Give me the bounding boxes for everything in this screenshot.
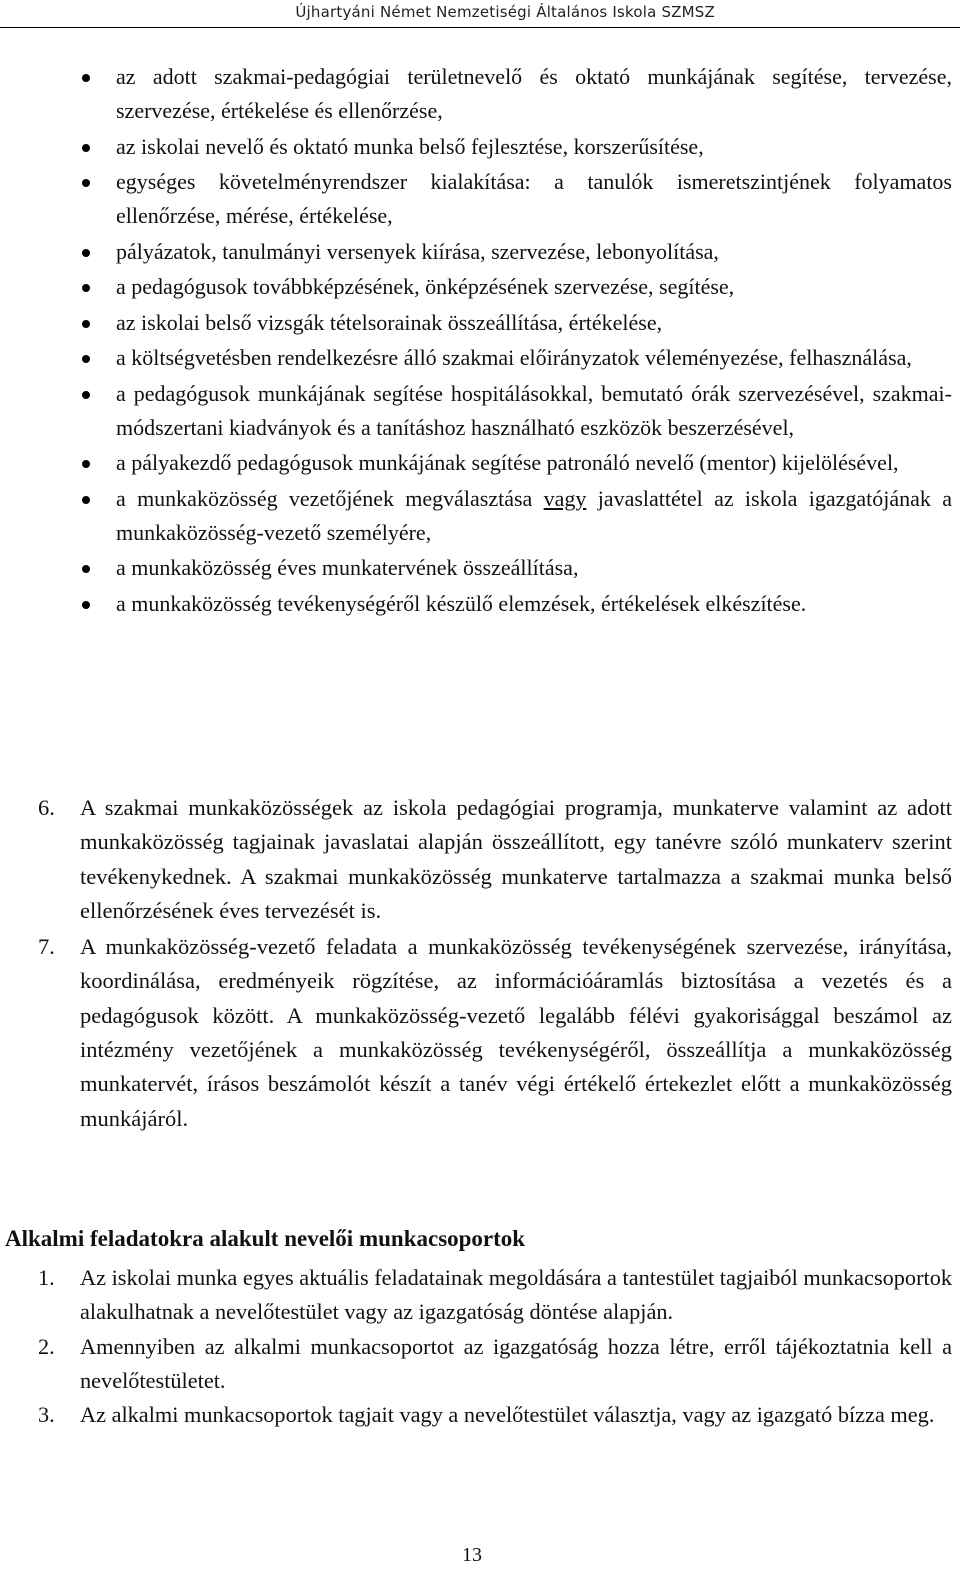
- bullet-icon: [82, 144, 90, 152]
- item-text: Az alkalmi munkacsoportok tagjait vagy a nevelőtestület választja, vagy az igazgató bízza meg.: [80, 1402, 935, 1428]
- header-divider: [0, 27, 960, 28]
- list-item: [116, 482, 952, 550]
- list-item-text: a pedagógusok munkájának segítése hospitálásokkal, bemutató órák szervezésével, szakmai-módszertani kiadványok és a tanításhoz használható eszközök beszerzésével,: [116, 380, 952, 440]
- list-item-text-end: javaslattétel az iskola igazgatójának a munkaközösség-vezető személyére,: [116, 485, 952, 545]
- bullet-icon: [82, 496, 90, 504]
- bullet-icon: [82, 284, 90, 292]
- numbered-item: [38, 791, 952, 928]
- bullet-icon: [82, 74, 90, 82]
- bullet-icon: [82, 460, 90, 468]
- item-text: A munkaközösség-vezető feladata a munkaközösség tevékenységének szervezése, irányítása, koordinálása, eredményeik rögzítése, az információáramlás biztosítása a vezetés és a pedagógusok között. A munkaközösség-vezető legalább félévi gyakorisággal beszámol az intézmény vezetőjének a munkaközösség tevékenységéről, összeállítja a munkaközösség munkatervét, írásos beszámolót készít a tanév végi értékelő értekezlet előtt a munkaközösség munkájáról.: [80, 934, 952, 1131]
- list-item: [116, 341, 952, 375]
- item-number: 6.: [38, 795, 55, 820]
- bullet-icon: [82, 355, 90, 363]
- bullet-icon: [82, 391, 90, 399]
- list-item-text: az adott szakmai-pedagógiai területnevelő és oktató munkájának segítése, tervezése, szervezése, értékelése és ellenőrzése,: [116, 64, 952, 123]
- bullet-icon: [82, 601, 90, 609]
- list-item: [116, 235, 952, 269]
- section-heading: Alkalmi feladatokra alakult nevelői munkacsoportok: [5, 1226, 526, 1251]
- running-header: Újhartyáni Német Nemzetiségi Általános Iskola SZMSZ: [295, 3, 715, 21]
- numbered-list-rules: [0, 791, 960, 1136]
- list-item-text: a munkaközösség tevékenységéről készülő elemzések, értékelések elkészítése.: [116, 590, 807, 616]
- list-item-text: egységes követelményrendszer kialakítása: a tanulók ismeretszintjének folyamatos ellenőrzése, mérése, értékelése,: [116, 169, 952, 228]
- bullet-list: [0, 60, 960, 622]
- bullet-icon: [82, 320, 90, 328]
- list-item-text: a pályakezdő pedagógusok munkájának segítése patronáló nevelő (mentor) kijelölésével,: [116, 450, 899, 475]
- list-item-text: az iskolai nevelő és oktató munka belső fejlesztése, korszerűsítése,: [116, 133, 704, 159]
- list-item: [116, 60, 952, 128]
- numbered-list-workgroups: [0, 1261, 960, 1432]
- list-item-text: a költségvetésben rendelkezésre álló szakmai előirányzatok véleményezése, felhasználása,: [116, 345, 912, 370]
- item-text: Amennyiben az alkalmi munkacsoportot az igazgatóság hozza létre, erről tájékoztatnia kell a nevelőtestületet.: [80, 1333, 952, 1393]
- numbered-item: [38, 1261, 952, 1330]
- item-number: 3.: [38, 1402, 55, 1428]
- list-item-text: a munkaközösség éves munkatervének összeállítása,: [116, 555, 579, 580]
- list-item-text: pályázatok, tanulmányi versenyek kiírása, szervezése, lebonyolítása,: [116, 238, 719, 264]
- bullet-icon: [82, 565, 90, 573]
- list-item-text: a pedagógusok továbbképzésének, önképzésének szervezése, segítése,: [116, 274, 735, 299]
- list-item: [116, 377, 952, 445]
- list-item: [116, 130, 952, 164]
- list-item-text: az iskolai belső vizsgák tételsorainak összeállítása, értékelése,: [116, 309, 663, 335]
- numbered-item: [38, 1398, 952, 1432]
- item-text: A szakmai munkaközösségek az iskola pedagógiai programja, munkaterve valamint az adott munkaközösség tagjainak javaslatai alapján összeállított, egy tanévre szóló munkaterv szerint tevékenykednek. A szakmai munkaközösség munkaterve tartalmazza a szakmai munka belső ellenőrzésének éves tervezését is.: [80, 795, 952, 923]
- numbered-item: [38, 1330, 952, 1399]
- list-item: [116, 165, 952, 233]
- item-number: 1.: [38, 1265, 55, 1290]
- bullet-icon: [82, 249, 90, 257]
- numbered-item: [38, 930, 952, 1136]
- list-item: [116, 587, 952, 621]
- list-item-text-start: a munkaközösség vezetőjének megválasztása: [116, 485, 544, 511]
- list-item: [116, 551, 952, 585]
- item-number: 2.: [38, 1333, 55, 1359]
- list-item: [116, 446, 952, 480]
- list-item: [116, 306, 952, 340]
- underlined-word: vagy: [543, 485, 587, 511]
- page-number: 13: [462, 1544, 482, 1566]
- item-number: 7.: [38, 934, 55, 960]
- item-text: Az iskolai munka egyes aktuális feladatainak megoldására a tantestület tagjaiból munkacsoportok alakulhatnak a nevelőtestület vagy az igazgatóság döntése alapján.: [80, 1265, 952, 1325]
- list-item: [116, 270, 952, 304]
- bullet-icon: [82, 179, 90, 187]
